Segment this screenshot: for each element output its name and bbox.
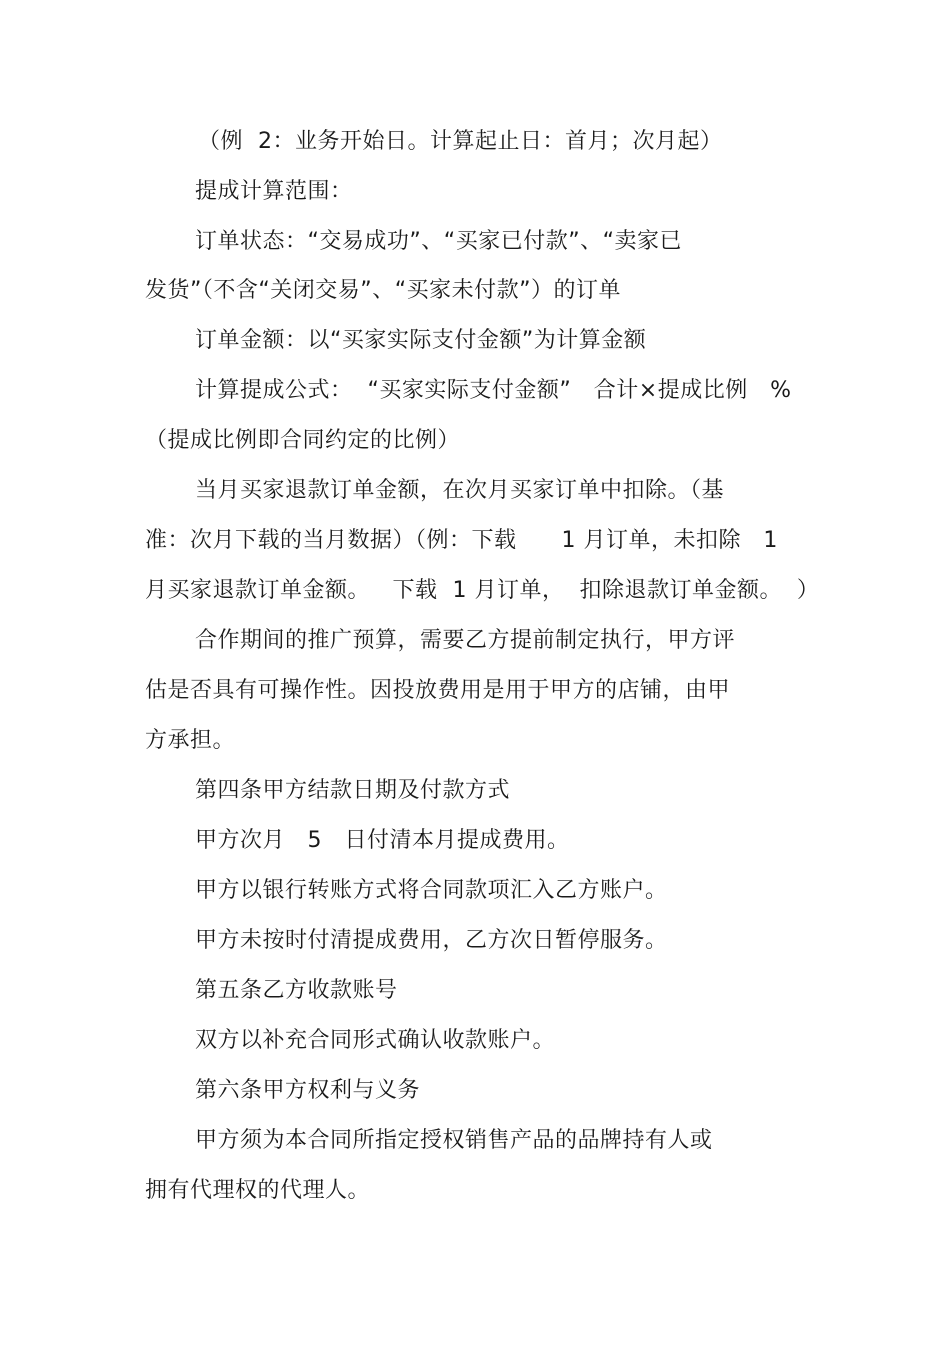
text-line: （提成比例即合同约定的比例） xyxy=(145,428,461,453)
text-line: 甲方须为本合同所指定授权销售产品的品牌持有人或 xyxy=(195,1128,713,1153)
section-heading: 第四条甲方结款日期及付款方式 xyxy=(195,778,511,803)
section-heading: 第六条甲方权利与义务 xyxy=(195,1078,421,1103)
text-line: 订单状态：“交易成功”、“买家已付款”、“卖家已 xyxy=(195,229,682,254)
text-line: 甲方以银行转账方式将合同款项汇入乙方账户。 xyxy=(195,878,668,903)
text-line: 甲方未按时付清提成费用，乙方次日暂停服务。 xyxy=(195,928,668,953)
text-line: 方承担。 xyxy=(145,728,236,753)
text-line: 计算提成公式： “买家实际支付金额” 合计×提成比例 % xyxy=(195,378,792,403)
text-line: 甲方次月 5 日付清本月提成费用。 xyxy=(195,828,570,853)
text-line: 合作期间的推广预算，需要乙方提前制定执行，甲方评 xyxy=(195,628,736,653)
text-line: 准：次月下载的当月数据）（例：下载 1 月订单，未扣除 1 xyxy=(145,528,778,553)
text-line: 双方以补充合同形式确认收款账户。 xyxy=(195,1028,556,1053)
text-line: 月买家退款订单金额。 下载 1 月订单， 扣除退款订单金额。 ） xyxy=(145,578,820,603)
text-line: 提成计算范围： xyxy=(195,179,353,204)
text-line: （例 2：业务开始日。计算起止日：首月；次月起） xyxy=(198,129,723,154)
section-heading: 第五条乙方收款账号 xyxy=(195,978,398,1003)
text-line: 估是否具有可操作性。因投放费用是用于甲方的店铺，由甲 xyxy=(145,678,731,703)
text-line: 发货”（不含“关闭交易”、“买家未付款”）的订单 xyxy=(145,278,621,303)
text-line: 当月买家退款订单金额，在次月买家订单中扣除。（基 xyxy=(195,478,725,503)
text-line: 订单金额：以“买家实际支付金额”为计算金额 xyxy=(195,328,647,353)
text-line: 拥有代理权的代理人。 xyxy=(145,1178,371,1203)
